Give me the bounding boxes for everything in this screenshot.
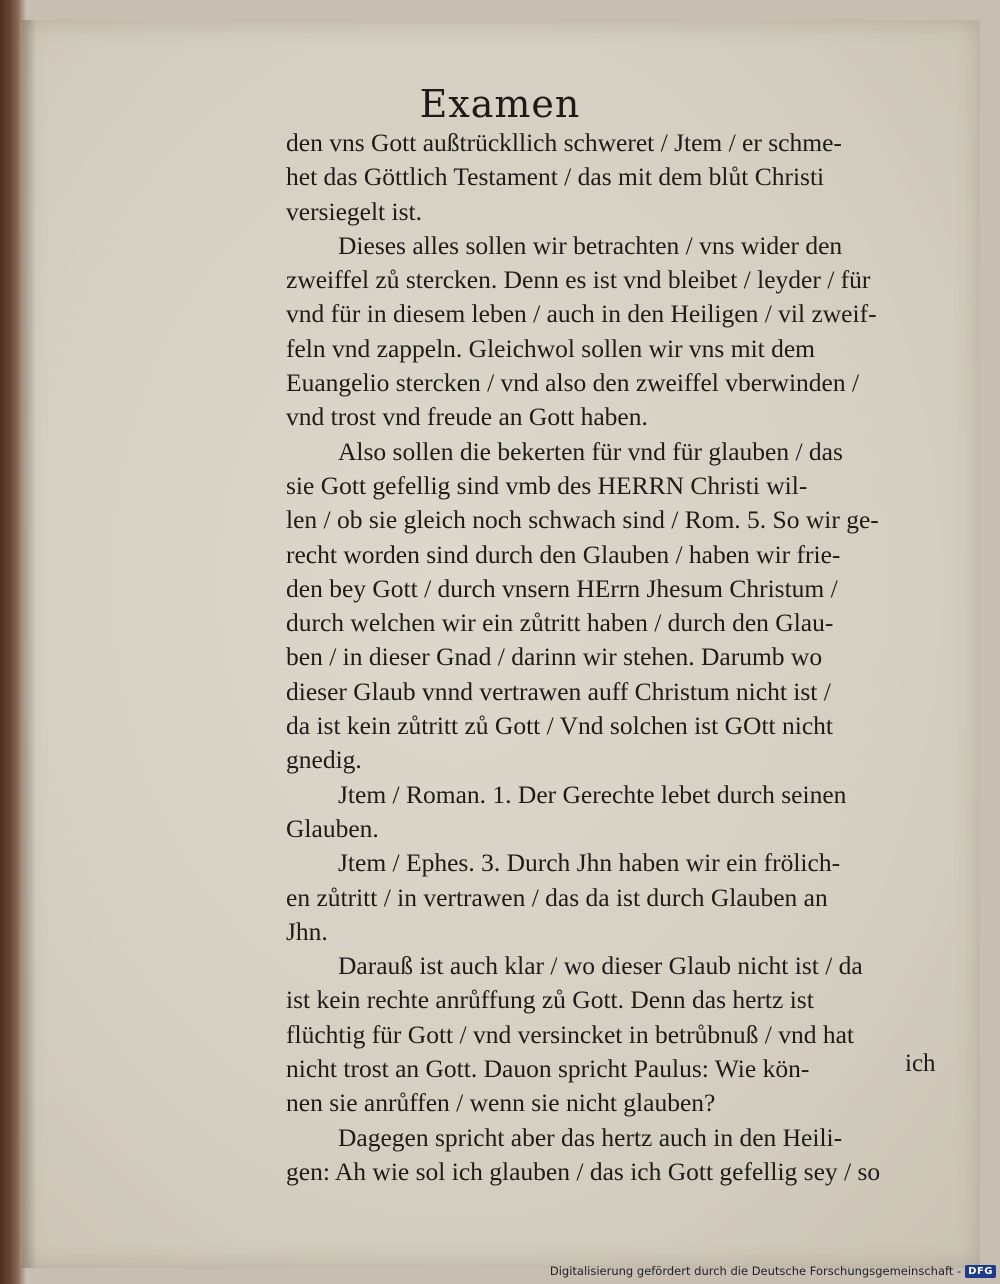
text-line: Dieses alles sollen wir betrachten / vns wider den [338, 230, 843, 260]
text-line: flüchtig für Gott / vnd versincket in betrůbnuß / vnd hat [286, 1019, 854, 1049]
page-body [286, 126, 946, 1189]
text-line: Jhn. [286, 916, 328, 946]
text-line: Euangelio stercken / vnd also den zweiffel vberwinden / [286, 368, 860, 398]
text-line: Dagegen spricht aber das hertz auch in den Heili- [338, 1122, 843, 1152]
text-line: Glauben. [286, 813, 379, 843]
text-line: Darauß ist auch klar / wo dieser Glaub nicht ist / da [338, 951, 863, 981]
text-line: feln vnd zappeln. Gleichwol sollen wir vns mit dem [286, 333, 816, 363]
digitization-footer [550, 1261, 996, 1281]
text-line: vnd trost vnd freude an Gott haben. [286, 402, 648, 432]
text-line: len / ob sie gleich noch schwach sind / Rom. 5. So wir ge- [286, 505, 879, 535]
text-line: nicht trost an Gott. Dauon spricht Paulus: Wie kön- [286, 1054, 810, 1084]
page-header: Examen [419, 82, 581, 126]
text-line: zweiffel zů stercken. Denn es ist vnd bleibet / leyder / für [286, 265, 871, 295]
text-line: durch welchen wir ein zůtritt haben / durch den Glau- [286, 608, 834, 638]
text-line: dieser Glaub vnnd vertrawen auff Christum nicht ist / [286, 676, 831, 706]
text-line: versiegelt ist. [286, 196, 422, 226]
text-line: het das Göttlich Testament / das mit dem blůt Christi [286, 162, 825, 192]
text-line: gnedig. [286, 745, 362, 775]
text-line: Also sollen die bekerten für vnd für glauben / das [338, 436, 843, 466]
text-line: ben / in dieser Gnad / darinn wir stehen. Darumb wo [286, 642, 823, 672]
page-spine-shadow [22, 20, 36, 1268]
text-line: den vns Gott außtrückllich schweret / Jtem / er schme- [286, 128, 842, 157]
footer-text: Digitalisierung gefördert durch die Deutsche Forschungsgemeinschaft - [549, 1264, 962, 1278]
text-line: gen: Ah wie sol ich glauben / das ich Gott gefellig sey / so [286, 1156, 881, 1186]
text-line: da ist kein zůtritt zů Gott / Vnd solchen ist GOtt nicht [286, 711, 834, 741]
catchword: ich [905, 1050, 936, 1077]
text-line: Jtem / Ephes. 3. Durch Jhn haben wir ein frölich- [338, 848, 841, 878]
text-line: sie Gott gefellig sind vmb des HERRN Christi wil- [286, 470, 808, 500]
dfg-logo-icon: DFG [965, 1265, 996, 1278]
text-line: ist kein rechte anrůffung zů Gott. Denn das hertz ist [286, 985, 814, 1015]
text-line: Jtem / Roman. 1. Der Gerechte lebet durch seinen [338, 779, 847, 809]
text-line: den bey Gott / durch vnsern HErrn Jhesum Christum / [286, 573, 838, 603]
text-line: nen sie anrůffen / wenn sie nicht glauben? [286, 1088, 716, 1118]
text-line: en zůtritt / in vertrawen / das da ist durch Glauben an [286, 882, 828, 912]
text-line: recht worden sind durch den Glauben / haben wir frie- [286, 539, 841, 569]
text-line: vnd für in diesem leben / auch in den Heiligen / vil zweif- [286, 299, 877, 329]
